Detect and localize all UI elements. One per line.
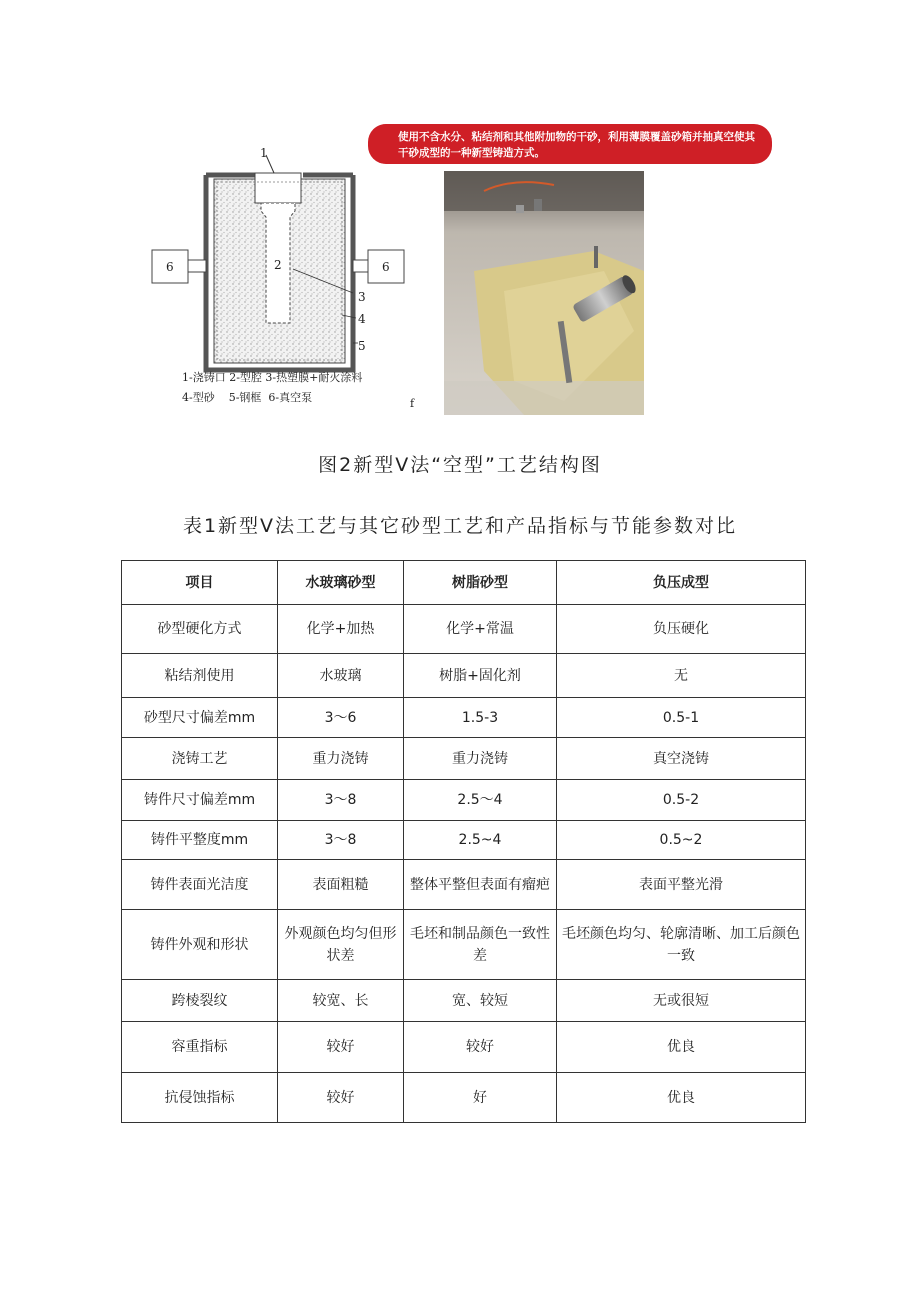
table-cell: 较好 (278, 1022, 404, 1073)
table-cell: 浇铸工艺 (122, 738, 278, 780)
table-cell: 毛坯和制品颜色一致性差 (404, 910, 557, 980)
v-process-photo (444, 171, 644, 415)
callout-3: 3 (358, 290, 366, 304)
table-cell: 重力浇铸 (278, 738, 404, 780)
table-row (122, 698, 806, 738)
table-cell: 0.5~2 (557, 821, 806, 860)
header-cell: 负压成型 (557, 561, 806, 605)
table-cell: 优良 (557, 1022, 806, 1073)
table-caption: 表1新型V法工艺与其它砂型工艺和产品指标与节能参数对比 (182, 515, 738, 537)
table-cell: 较好 (278, 1073, 404, 1123)
table-row (122, 1073, 806, 1123)
diagram-mark: f (410, 397, 415, 410)
table-cell: 表面粗糙 (278, 860, 404, 910)
table-cell: 化学+常温 (404, 605, 557, 654)
table-cell: 无 (557, 654, 806, 698)
table-cell: 0.5-2 (557, 780, 806, 821)
table-cell: 铸件表面光洁度 (122, 860, 278, 910)
table-cell: 粘结剂使用 (122, 654, 278, 698)
table-cell: 真空浇铸 (557, 738, 806, 780)
table-row (122, 1022, 806, 1073)
table-cell: 容重指标 (122, 1022, 278, 1073)
table-header-row (122, 561, 806, 605)
table-cell: 3～6 (278, 698, 404, 738)
table-row (122, 860, 806, 910)
table-cell: 好 (404, 1073, 557, 1123)
table-cell: 铸件尺寸偏差mm (122, 780, 278, 821)
table-cell: 化学+加热 (278, 605, 404, 654)
table-cell: 铸件外观和形状 (122, 910, 278, 980)
v-process-structure-diagram (148, 145, 413, 415)
table-cell: 水玻璃 (278, 654, 404, 698)
callout-1: 1 (260, 146, 268, 160)
callout-2: 2 (274, 258, 282, 272)
table-cell: 砂型硬化方式 (122, 605, 278, 654)
callout-4: 4 (358, 312, 366, 326)
table-row (122, 654, 806, 698)
table-cell: 抗侵蚀指标 (122, 1073, 278, 1123)
definition-banner: 使用不含水分、粘结剂和其他附加物的干砂，利用薄膜覆盖砂箱并抽真空使其干砂成型的一种新型铸造方式。 (368, 124, 772, 164)
table-cell: 砂型尺寸偏差mm (122, 698, 278, 738)
callout-6-left: 6 (166, 260, 174, 274)
table-row (122, 980, 806, 1022)
table-cell: 0.5-1 (557, 698, 806, 738)
table-cell: 优良 (557, 1073, 806, 1123)
figure-caption: 图2新型V法“空型”工艺结构图 (318, 454, 602, 476)
table-cell: 2.5~4 (404, 821, 557, 860)
header-cell: 树脂砂型 (404, 561, 557, 605)
callout-6-right: 6 (382, 260, 390, 274)
table-cell: 树脂+固化剂 (404, 654, 557, 698)
comparison-table (121, 560, 806, 1123)
table-cell: 较好 (404, 1022, 557, 1073)
table-row (122, 738, 806, 780)
table-cell: 宽、较短 (404, 980, 557, 1022)
table-cell: 2.5～4 (404, 780, 557, 821)
table-cell: 毛坯颜色均匀、轮廓清晰、加工后颜色一致 (557, 910, 806, 980)
table-row (122, 910, 806, 980)
table-cell: 1.5-3 (404, 698, 557, 738)
table-cell: 3～8 (278, 821, 404, 860)
table-cell: 较宽、长 (278, 980, 404, 1022)
table-row (122, 780, 806, 821)
diagram-legend-line-2: 4-型砂 5-钢框 6-真空泵 (182, 391, 313, 404)
table-cell: 3～8 (278, 780, 404, 821)
header-cell: 水玻璃砂型 (278, 561, 404, 605)
table-cell: 重力浇铸 (404, 738, 557, 780)
table-cell: 跨棱裂纹 (122, 980, 278, 1022)
table-cell: 铸件平整度mm (122, 821, 278, 860)
table-cell: 负压硬化 (557, 605, 806, 654)
table-cell: 表面平整光滑 (557, 860, 806, 910)
header-cell: 项目 (122, 561, 278, 605)
table-cell: 无或很短 (557, 980, 806, 1022)
sprue (255, 173, 301, 203)
diagram-legend-line-1: 1-浇铸口 2-型腔 3-热塑膜+耐火涂料 (182, 371, 363, 384)
table-row (122, 605, 806, 654)
callout-5: 5 (358, 339, 366, 353)
table-cell: 外观颜色均匀但形状差 (278, 910, 404, 980)
table-row (122, 821, 806, 860)
table-cell: 整体平整但表面有瘤疤 (404, 860, 557, 910)
